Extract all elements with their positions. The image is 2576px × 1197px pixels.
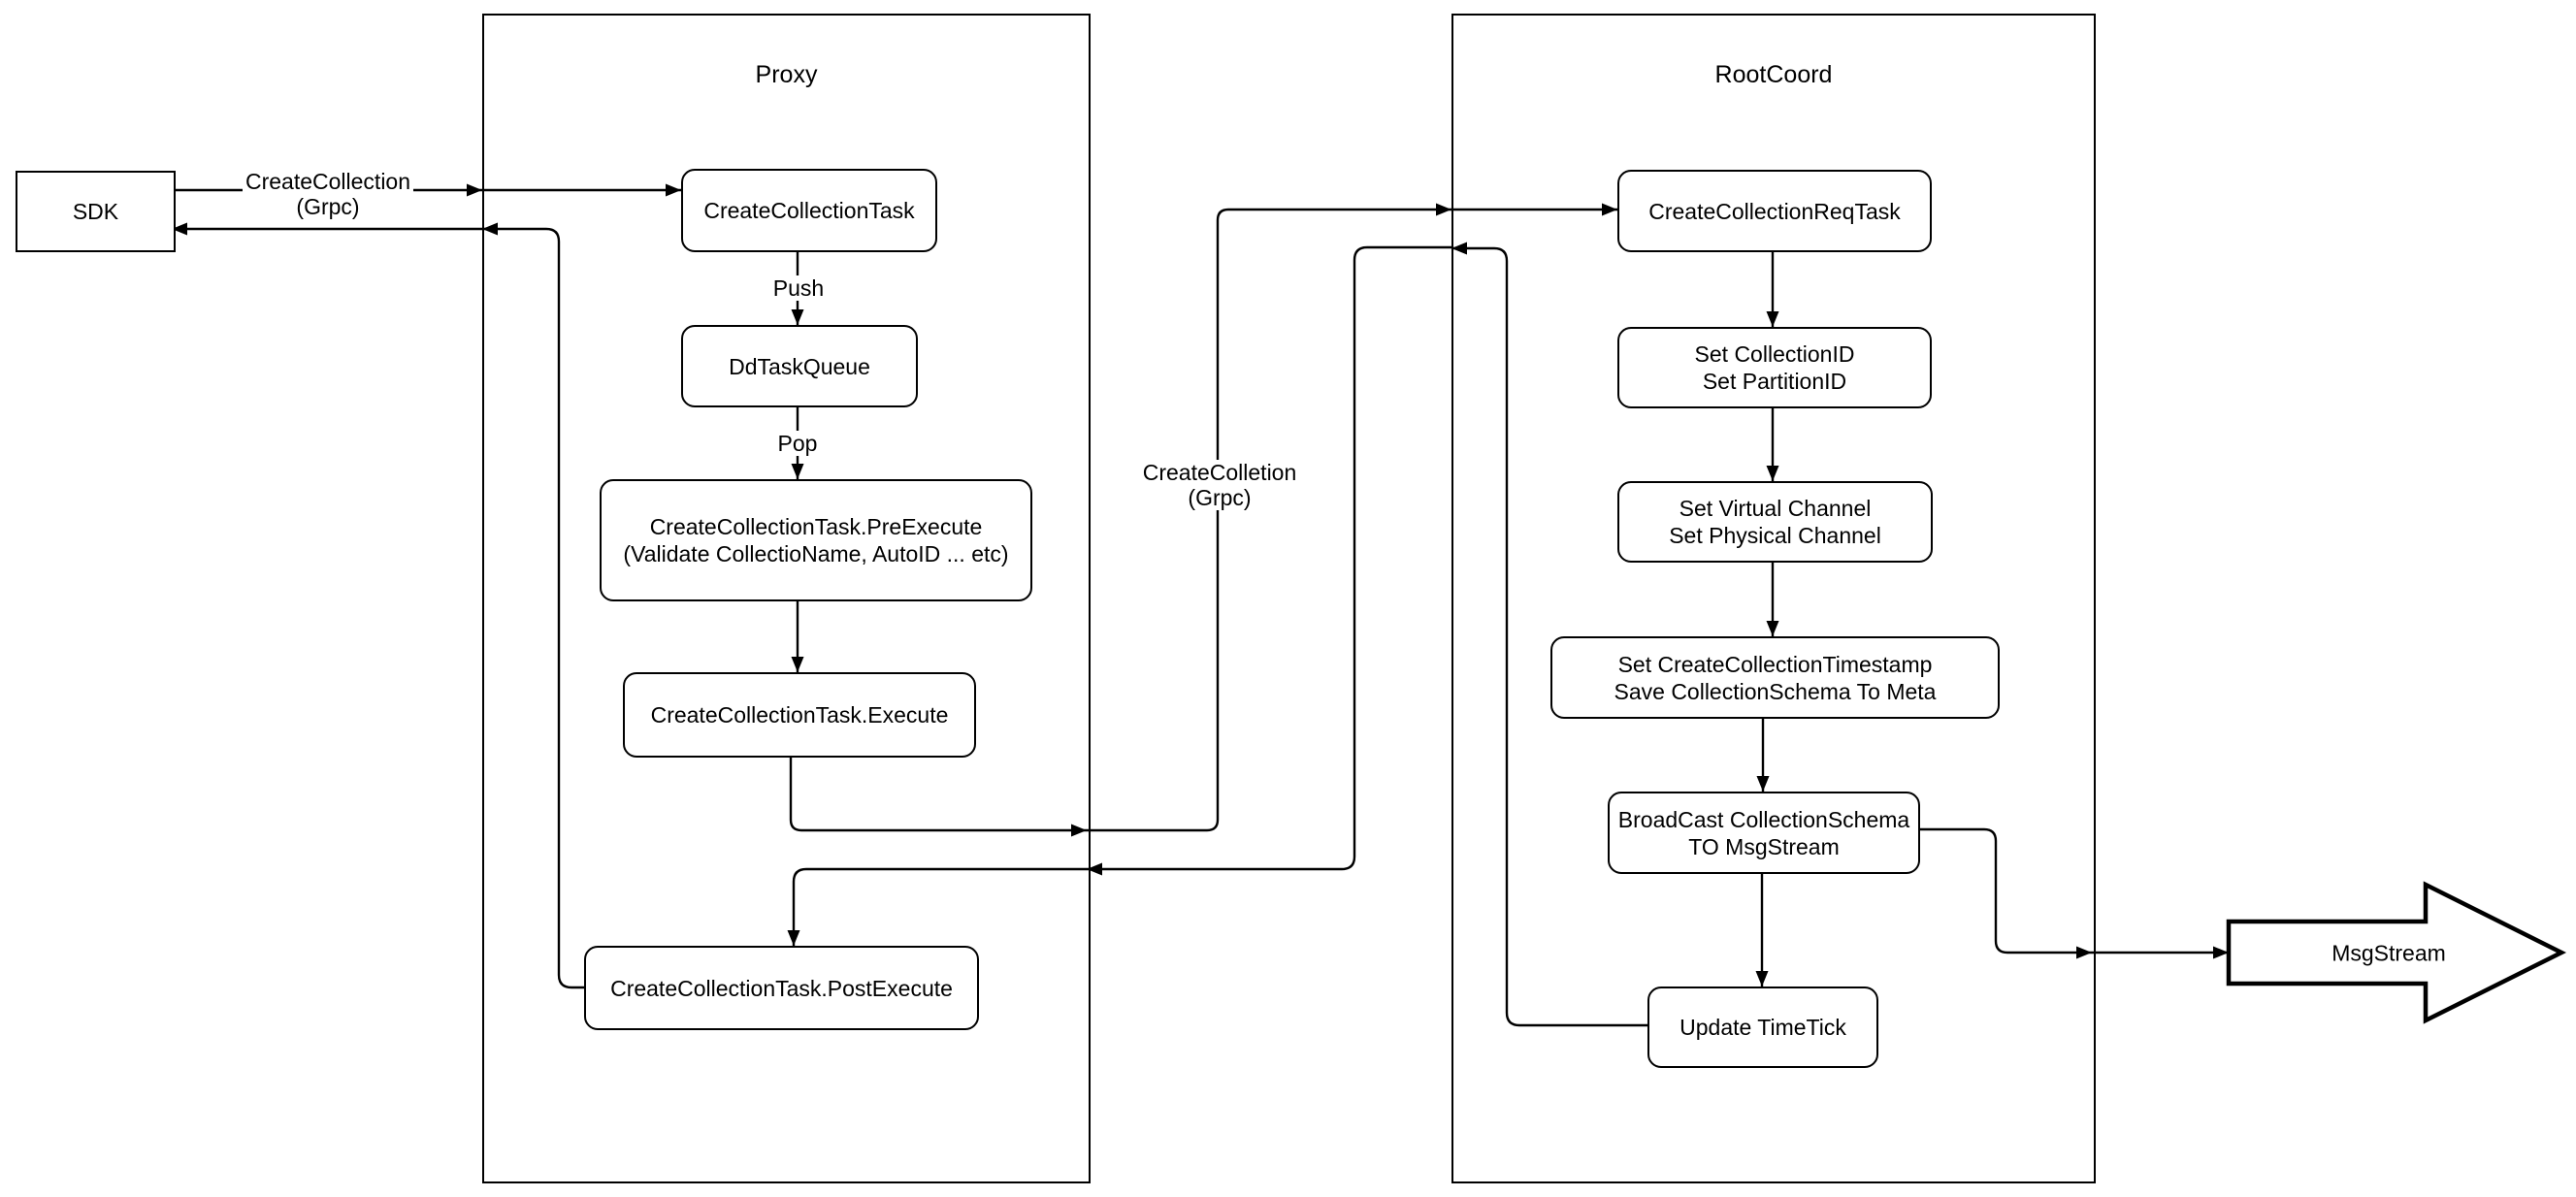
node-pre-execute bbox=[600, 479, 1032, 601]
rootcoord-title: RootCoord bbox=[1714, 61, 1833, 88]
edge-rootcoord-to-proxy-return bbox=[1087, 247, 1451, 869]
node-execute bbox=[623, 672, 976, 758]
edge-proxy-border-to-postexecute bbox=[794, 869, 1087, 946]
node-dd-task-queue bbox=[681, 325, 918, 407]
node-sdk bbox=[16, 171, 176, 252]
edge-broadcast-to-rootcoord-border bbox=[1916, 829, 2092, 953]
node-label: SDK bbox=[72, 199, 119, 224]
edge-label-createcolletion-grpc: CreateColletion (Grpc) bbox=[1140, 460, 1300, 510]
edge-label-createcollection-grpc: CreateCollection (Grpc) bbox=[243, 169, 413, 219]
node-label: BroadCast CollectionSchema bbox=[1617, 806, 1910, 832]
node-label: CreateCollectionTask.PreExecute bbox=[649, 514, 983, 539]
msgstream-label: MsgStream bbox=[2331, 940, 2446, 966]
node-create-collection-task bbox=[681, 169, 937, 252]
node-label: Set CreateCollectionTimestamp bbox=[1617, 651, 1933, 677]
edge-postexecute-to-proxy-border bbox=[482, 229, 584, 987]
node-label: TO MsgStream bbox=[1688, 833, 1840, 859]
node-label: Save CollectionSchema To Meta bbox=[1614, 678, 1937, 704]
node-set-channels bbox=[1617, 481, 1933, 563]
node-set-timestamp bbox=[1550, 636, 2000, 719]
node-post-execute bbox=[584, 946, 979, 1030]
node-label: Set Physical Channel bbox=[1669, 523, 1881, 548]
node-broadcast bbox=[1608, 792, 1920, 874]
node-label: CreateCollectionTask.Execute bbox=[650, 702, 949, 728]
node-label: CreateCollectionReqTask bbox=[1648, 198, 1901, 224]
node-label: Set Virtual Channel bbox=[1679, 496, 1872, 521]
proxy-title: Proxy bbox=[755, 61, 818, 88]
node-update-timetick bbox=[1647, 987, 1878, 1068]
node-label: Set PartitionID bbox=[1702, 369, 1847, 394]
edge-execute-to-proxy-border bbox=[791, 754, 1087, 830]
node-label: Set CollectionID bbox=[1694, 341, 1855, 367]
node-label: CreateCollectionTask bbox=[703, 198, 915, 223]
node-label: Update TimeTick bbox=[1679, 1015, 1846, 1040]
node-label: DdTaskQueue bbox=[729, 353, 870, 379]
edge-proxy-to-rootcoord bbox=[1087, 210, 1451, 830]
edge-label-pop: Pop bbox=[775, 431, 821, 456]
node-create-collection-req-task bbox=[1617, 170, 1932, 252]
node-label: (Validate CollectioName, AutoID ... etc) bbox=[623, 541, 1009, 566]
edge-label-push: Push bbox=[770, 275, 827, 301]
node-label: CreateCollectionTask.PostExecute bbox=[610, 975, 953, 1001]
node-set-ids bbox=[1617, 327, 1932, 408]
